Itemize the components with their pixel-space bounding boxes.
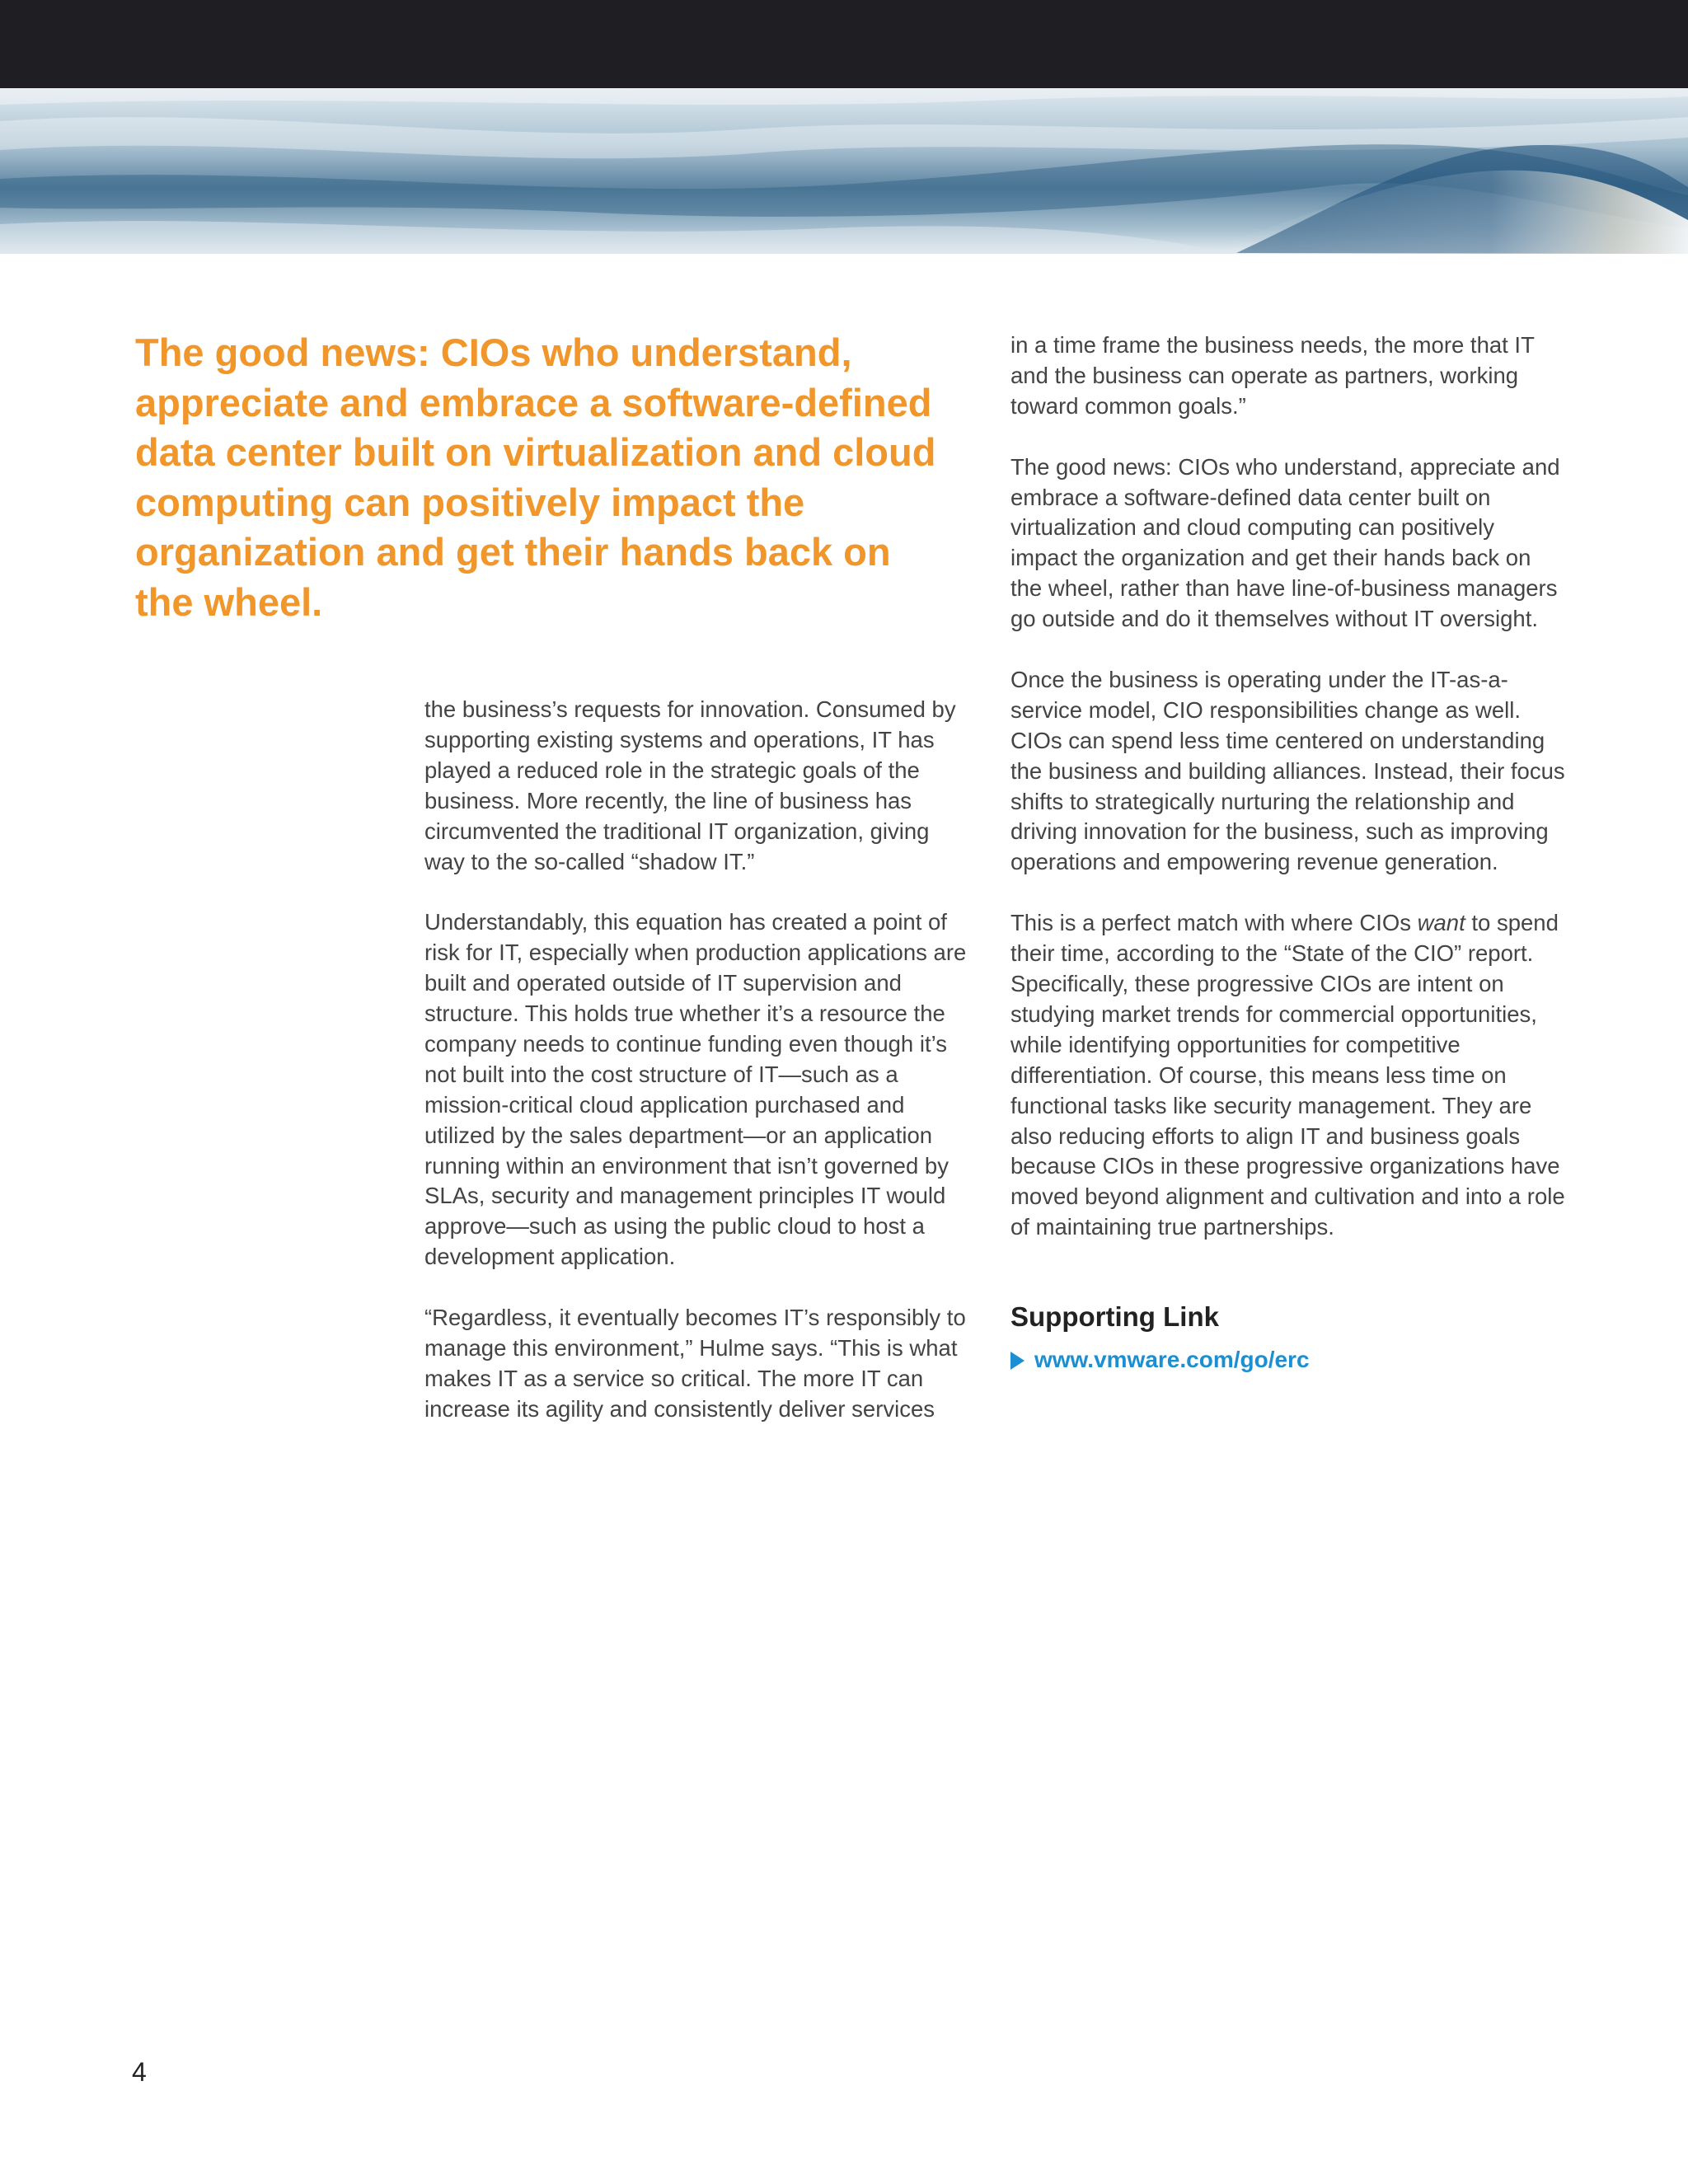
paragraph-text: This is a perfect match with where CIOs <box>1010 910 1418 936</box>
paragraph: the business’s requests for innovation. Consumed by supporting existing systems and operations, IT has played a reduced role in the strategic goals of the business. More recently, the line of business has circumvented the traditional IT organization, giving way to the so-called “shadow IT.” <box>424 696 956 874</box>
triangle-right-icon <box>1010 1352 1025 1370</box>
page-number: 4 <box>132 2057 147 2087</box>
middle-column <box>424 695 968 1455</box>
paragraph-text: to spend their time, according to the “State of the CIO” report. Specifically, these progressive CIOs are intent on studying market trends for commercial opportunities, while identifying opportunities for competitive differentiation. Of course, this means less time on functional tasks like security management. They are also reducing efforts to align IT and business goals because CIOs in these progressive organizations have moved beyond alignment and cultivation and into a role of maintaining true partnerships. <box>1010 910 1565 1240</box>
paragraph: “Regardless, it eventually becomes IT’s responsibly to manage this environment,” Hulme says. “This is what makes IT as a service so critical. The more IT can increase its agility and consistently deliver services <box>424 1305 966 1422</box>
supporting-link-row[interactable] <box>1010 1345 1567 1376</box>
top-bar <box>0 0 1688 88</box>
pull-quote: The good news: CIOs who understand, appreciate and embrace a software-defined data center built on virtualization and cloud computing can positively impact the organization and get their hands back on the wheel. <box>135 330 936 624</box>
emphasis-text: want <box>1417 910 1465 936</box>
banner-image <box>0 88 1688 254</box>
paragraph: Once the business is operating under the IT-as-a-service model, CIO responsibilities change as well. CIOs can spend less time centered on understanding the business and building alliances. Instead, their focus shifts to strategically nurturing the relationship and driving innovation for the business, such as improving operations and empowering revenue generation. <box>1010 666 1565 875</box>
right-column <box>1010 330 1567 1376</box>
supporting-link-heading: Supporting Link <box>1010 1301 1219 1333</box>
supporting-link[interactable]: www.vmware.com/go/erc <box>1034 1347 1310 1373</box>
paragraph: The good news: CIOs who understand, appreciate and embrace a software-defined data center built on virtualization and cloud computing can positively impact the organization and get their hands back on the wheel, rather than have line-of-business managers go outside and do it themselves without IT oversight. <box>1010 453 1560 632</box>
paragraph: in a time frame the business needs, the more that IT and the business can operate as partners, working toward common goals.” <box>1010 332 1535 419</box>
paragraph: Understandably, this equation has created a point of risk for IT, especially when production applications are built and operated outside of IT supervision and structure. This holds true whether it’s a resource the company needs to continue funding even though it’s not built into the cost structure of IT—such as a mission-critical cloud application purchased and utilized by the sales department—or an application running within an environment that isn’t governed by SLAs, security and management principles IT would approve—such as using the public cloud to host a development application. <box>424 909 967 1270</box>
paragraph <box>1010 908 1567 1243</box>
